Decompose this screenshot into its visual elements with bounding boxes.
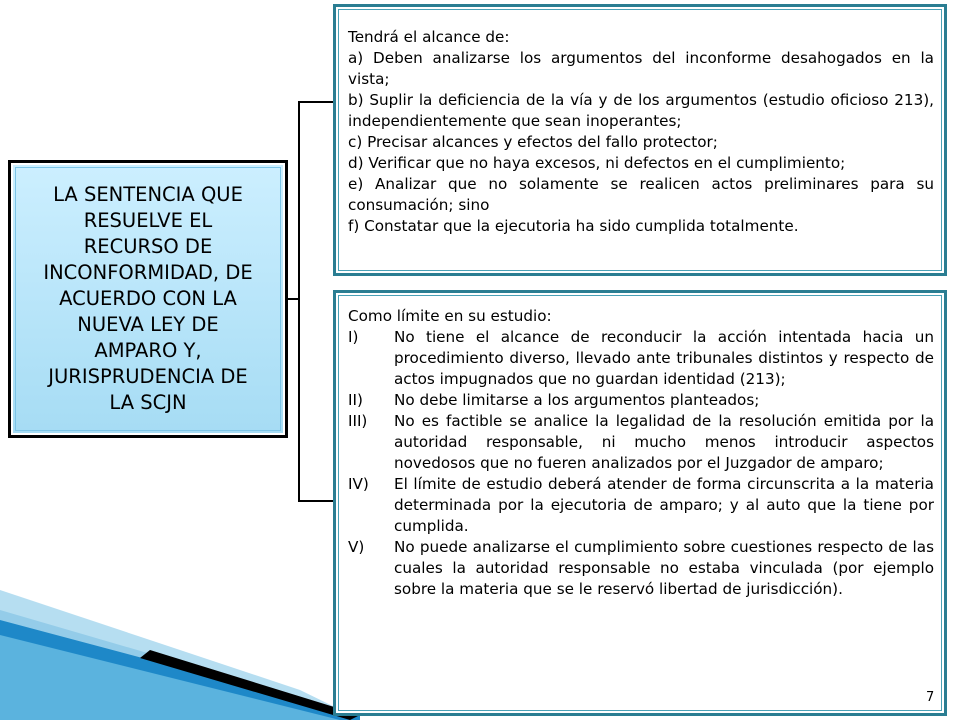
scope-item-b: b) Suplir la deficiencia de la vía y de los argumentos (estudio oficioso 213), independientemente que sean inoperantes; — [348, 91, 934, 130]
title-text: LA SENTENCIA QUE RESUELVE EL RECURSO DE INCONFORMIDAD, DE ACUERDO CON LA NUEVA LEY DE AMPARO Y, JURISPRUDENCIA DE LA SCJN — [11, 163, 285, 435]
list-item-number: II) — [348, 391, 363, 409]
scope-item-a: a) Deben analizarse los argumentos del inconforme desahogados en la vista; — [348, 49, 934, 88]
list-item-number: I) — [348, 328, 359, 346]
connector-line-title — [286, 298, 300, 300]
scope-item-e: e) Analizar que no solamente se realicen actos preliminares para su consumación; sino — [348, 175, 934, 214]
limits-heading: Como límite en su estudio: — [348, 307, 552, 325]
connector-line-trunk — [298, 101, 300, 501]
list-item — [348, 327, 934, 390]
list-item-text: No es factible se analice la legalidad de la resolución emitida por la autoridad responsable, ni mucho menos introducir aspectos novedosos que no fueren analizados por el Juzgador de amparo; — [394, 412, 934, 472]
decorative-swoosh — [0, 590, 360, 720]
limits-list — [348, 327, 934, 600]
list-item-text: No tiene el alcance de reconducir la acción intentada hacia un procedimiento diverso, llevado ante tribunales distintos y respecto de actos impugnados que no guardan identidad (213); — [394, 328, 934, 388]
list-item — [348, 474, 934, 537]
page-number: 7 — [926, 690, 935, 705]
scope-item-f: f) Constatar que la ejecutoria ha sido cumplida totalmente. — [348, 217, 799, 235]
list-item-text: El límite de estudio deberá atender de forma circunscrita a la materia determinada por la ejecutoria de amparo; y al auto que la tiene por cumplida. — [394, 475, 934, 535]
list-item-text: No debe limitarse a los argumentos planteados; — [394, 391, 760, 409]
connector-line-bottom — [298, 500, 336, 502]
list-item-number: V) — [348, 538, 365, 556]
list-item — [348, 537, 934, 600]
scope-item-c: c) Precisar alcances y efectos del fallo protector; — [348, 133, 718, 151]
list-item-text: No puede analizarse el cumplimiento sobre cuestiones respecto de las cuales la autoridad responsable no estaba vinculada (por ejemplo sobre la materia que se le reservó libertad de jurisdicción). — [394, 538, 934, 598]
list-item-number: IV) — [348, 475, 369, 493]
list-item-number: III) — [348, 412, 368, 430]
scope-item-d: d) Verificar que no haya excesos, ni defectos en el cumplimiento; — [348, 154, 846, 172]
limits-panel — [333, 290, 947, 716]
title-box — [8, 160, 288, 438]
list-item — [348, 390, 934, 411]
scope-heading: Tendrá el alcance de: — [348, 28, 510, 46]
scope-panel — [333, 4, 947, 276]
list-item — [348, 411, 934, 474]
